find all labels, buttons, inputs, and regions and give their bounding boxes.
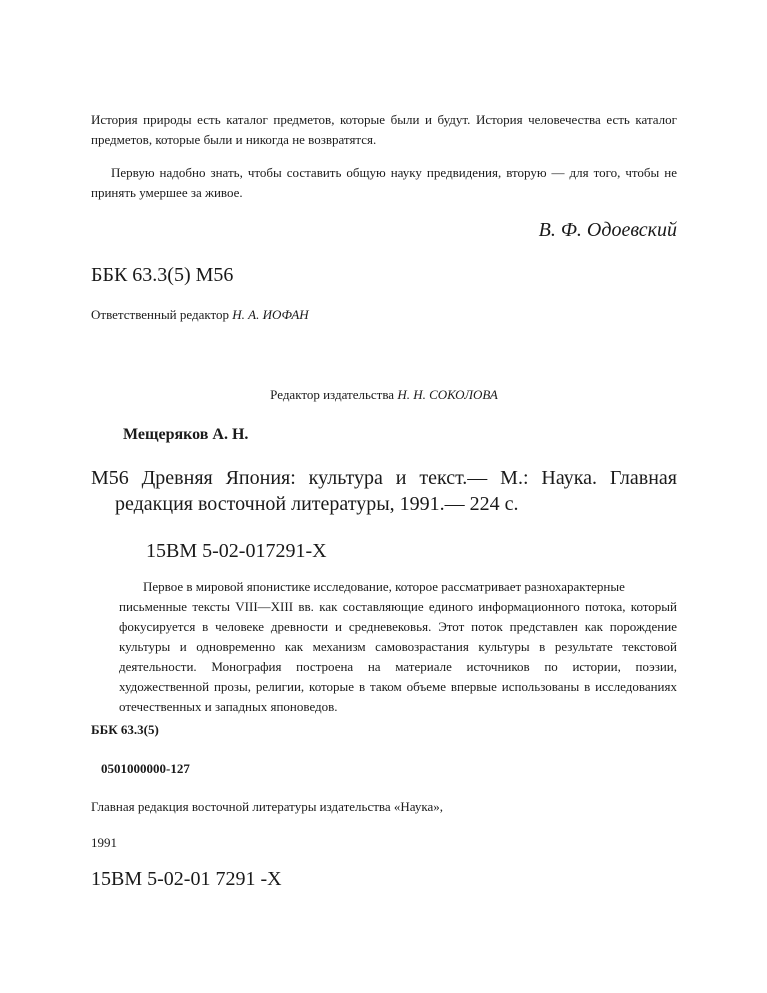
catalog-code: 0501000000-127 (101, 761, 190, 776)
isbn-footer: 15ВМ 5-02-01 7291 -Х (91, 868, 282, 890)
bbk-header: ББК 63.3(5) М56 (91, 264, 234, 286)
publishing-editor-name: Н. Н. СОКОЛОВА (397, 387, 498, 402)
epigraph-paragraph-1: История природы есть каталог предметов, которые были и будут. История человечества есть каталог предметов, которые были и никогда не возвратятся. (91, 112, 677, 147)
title-entry-line-2: редакция восточной литературы, 1991.— 224 с. (115, 493, 519, 515)
publication-year: 1991 (91, 835, 117, 850)
responsible-editor-label: Ответственный редактор (91, 307, 230, 322)
title-entry (91, 465, 677, 517)
bbk-footer: ББК 63.3(5) (91, 722, 159, 737)
epigraph-author: В. Ф. Одоевский (538, 219, 677, 241)
publishing-editor (91, 385, 677, 405)
book-author: Мещеряков А. Н. (123, 426, 249, 443)
annotation (119, 577, 677, 717)
isbn-main: 15ВМ 5-02-017291-Х (146, 540, 327, 562)
responsible-editor-name: Н. А. ИОФАН (232, 307, 309, 322)
responsible-editor (91, 305, 677, 325)
annotation-line-1: Первое в мировой японистике исследование, которое рассматривает разнохарактерные (143, 579, 625, 594)
annotation-body: письменные тексты VIII—XIII вв. как составляющие единого информационного потока, который фокусируется в человеке древности и средневековья. Этот поток представлен как порождение культуры и одновременно как механизм самовозрастания культуры в результате текстовой деятельности. Монография построена на материале источников по истории, поэзии, художественной прозы, религии, которые в таком объеме впервые использованы в исследованиях отечественных и западных японоведов. (119, 599, 677, 714)
publishing-editor-label: Редактор издательства (270, 387, 395, 402)
epigraph-paragraph-2: Первую надобно знать, чтобы составить общую науку предвидения, вторую — для того, чтобы не принять умершее за живое. (91, 165, 677, 200)
publisher-line: Главная редакция восточной литературы издательства «Наука», (91, 799, 444, 814)
title-entry-line-1: М56 Древняя Япония: культура и текст.— М.: Наука. Главная (91, 467, 677, 489)
